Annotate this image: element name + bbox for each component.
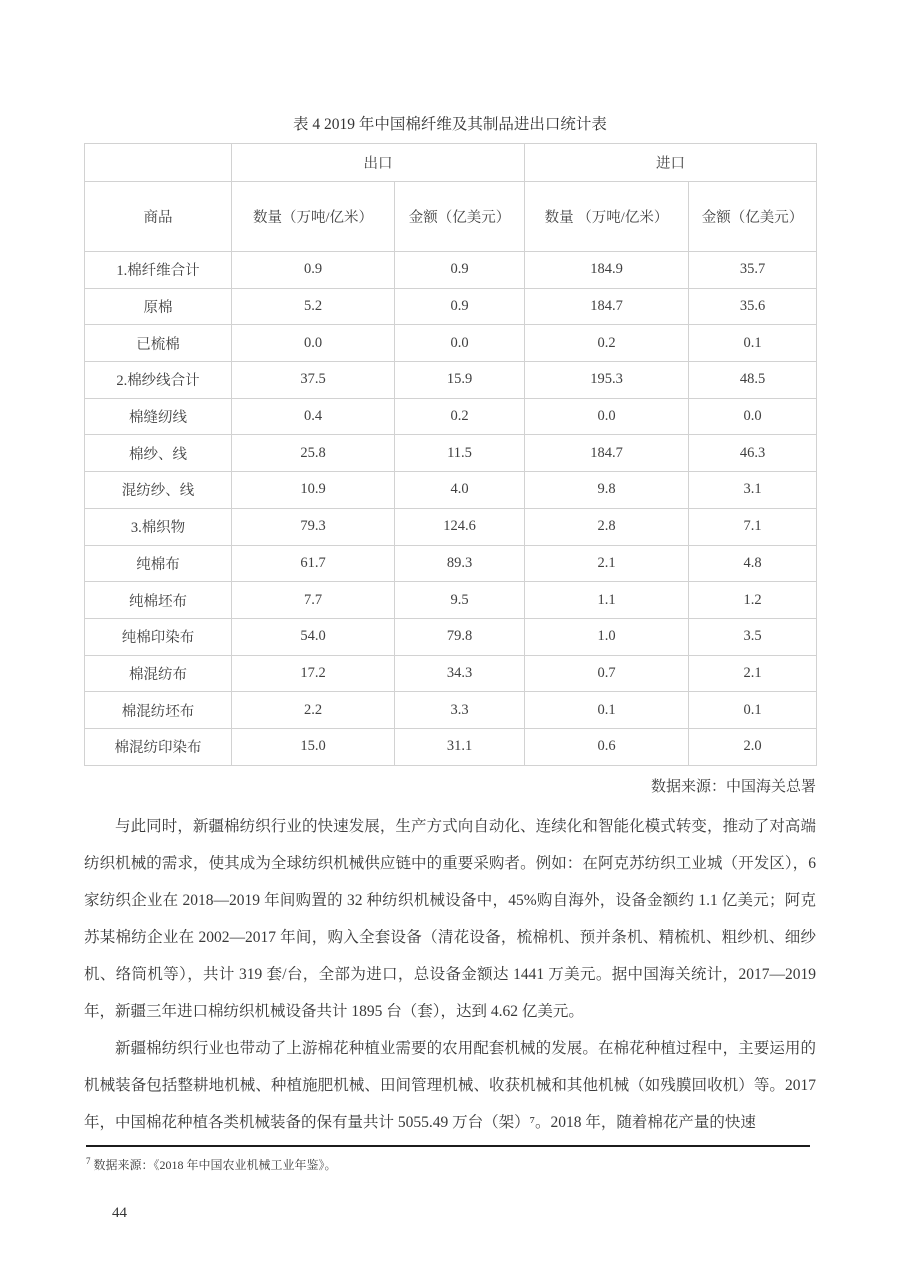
- export-amt-cell: 89.3: [395, 545, 525, 582]
- header-export-group: 出口: [232, 144, 525, 182]
- table-header-row: [85, 182, 817, 252]
- footnote: [86, 1156, 810, 1173]
- export-qty-cell: 37.5: [232, 362, 395, 399]
- header-import-group: 进口: [525, 144, 817, 182]
- import-qty-cell: 0.7: [525, 655, 689, 692]
- table-row: [85, 692, 817, 729]
- export-qty-cell: 0.4: [232, 398, 395, 435]
- export-qty-cell: 5.2: [232, 288, 395, 325]
- product-cell: 纯棉布: [85, 545, 232, 582]
- table-row: [85, 728, 817, 765]
- export-qty-cell: 10.9: [232, 472, 395, 509]
- export-qty-cell: 2.2: [232, 692, 395, 729]
- page-number: 44: [112, 1205, 127, 1221]
- product-cell: 2.棉纱线合计: [85, 362, 232, 399]
- product-cell: 纯棉印染布: [85, 618, 232, 655]
- product-cell: 1.棉纤维合计: [85, 252, 232, 289]
- import-qty-cell: 0.6: [525, 728, 689, 765]
- table-row: [85, 618, 817, 655]
- export-amt-cell: 0.9: [395, 252, 525, 289]
- import-amt-cell: 0.0: [689, 398, 817, 435]
- import-amt-cell: 4.8: [689, 545, 817, 582]
- header-export-qty: 数量（万吨/亿米）: [232, 182, 395, 252]
- product-cell: 棉纱、线: [85, 435, 232, 472]
- export-qty-cell: 0.9: [232, 252, 395, 289]
- export-qty-cell: 17.2: [232, 655, 395, 692]
- data-source-note: 数据来源：中国海关总署: [650, 778, 816, 795]
- header-import-amt: 金额（亿美元）: [689, 182, 817, 252]
- body-text: [84, 808, 816, 1141]
- table-row: [85, 252, 817, 289]
- import-amt-cell: 1.2: [689, 582, 817, 619]
- import-qty-cell: 1.0: [525, 618, 689, 655]
- import-qty-cell: 2.1: [525, 545, 689, 582]
- import-qty-cell: 195.3: [525, 362, 689, 399]
- export-amt-cell: 124.6: [395, 508, 525, 545]
- import-qty-cell: 1.1: [525, 582, 689, 619]
- table-row: [85, 582, 817, 619]
- import-qty-cell: 184.7: [525, 435, 689, 472]
- import-qty-cell: 184.9: [525, 252, 689, 289]
- export-amt-cell: 31.1: [395, 728, 525, 765]
- header-export-amt: 金额（亿美元）: [395, 182, 525, 252]
- product-cell: 棉混纺坯布: [85, 692, 232, 729]
- footnote-text: 数据来源：《2018 年中国农业机械工业年鉴》。: [93, 1157, 337, 1172]
- table-row: [85, 288, 817, 325]
- export-amt-cell: 9.5: [395, 582, 525, 619]
- export-qty-cell: 54.0: [232, 618, 395, 655]
- export-amt-cell: 0.0: [395, 325, 525, 362]
- export-amt-cell: 0.2: [395, 398, 525, 435]
- import-amt-cell: 46.3: [689, 435, 817, 472]
- table-row: [85, 435, 817, 472]
- product-cell: 棉混纺布: [85, 655, 232, 692]
- product-cell: 混纺纱、线: [85, 472, 232, 509]
- import-qty-cell: 0.0: [525, 398, 689, 435]
- import-amt-cell: 35.6: [689, 288, 817, 325]
- import-amt-cell: 48.5: [689, 362, 817, 399]
- import-amt-cell: 2.1: [689, 655, 817, 692]
- header-import-qty: 数量 （万吨/亿米）: [525, 182, 689, 252]
- header-empty-cell: [85, 144, 232, 182]
- product-cell: 原棉: [85, 288, 232, 325]
- export-amt-cell: 11.5: [395, 435, 525, 472]
- import-qty-cell: 0.2: [525, 325, 689, 362]
- table-row: [85, 655, 817, 692]
- import-amt-cell: 2.0: [689, 728, 817, 765]
- table-row: [85, 508, 817, 545]
- export-qty-cell: 0.0: [232, 325, 395, 362]
- table-row: [85, 362, 817, 399]
- import-export-table: [84, 143, 817, 766]
- import-amt-cell: 0.1: [689, 325, 817, 362]
- import-amt-cell: 3.5: [689, 618, 817, 655]
- product-cell: 已梳棉: [85, 325, 232, 362]
- table-row: [85, 398, 817, 435]
- product-cell: 纯棉坯布: [85, 582, 232, 619]
- product-cell: 棉混纺印染布: [85, 728, 232, 765]
- import-qty-cell: 2.8: [525, 508, 689, 545]
- table-header-group-row: [85, 144, 817, 182]
- product-cell: 棉缝纫线: [85, 398, 232, 435]
- import-amt-cell: 3.1: [689, 472, 817, 509]
- product-cell: 3.棉织物: [85, 508, 232, 545]
- export-qty-cell: 7.7: [232, 582, 395, 619]
- table-title: 表 4 2019 年中国棉纤维及其制品进出口统计表: [293, 116, 607, 133]
- paragraph-2: 新疆棉纺织行业也带动了上游棉花种植业需要的农用配套机械的发展。在棉花种植过程中，主要运用的机械装备包括整耕地机械、种植施肥机械、田间管理机械、收获机械和其他机械（如残膜回收机）等。2017 年，中国棉花种植各类机械装备的保有量共计 5055.49 万台（架）⁷。2018 年，随着棉花产量的快速: [84, 1039, 816, 1131]
- paragraph-1: 与此同时，新疆棉纺织行业的快速发展，生产方式向自动化、连续化和智能化模式转变，推动了对高端纺织机械的需求，使其成为全球纺织机械供应链中的重要采购者。例如：在阿克苏纺织工业城（开发区），6 家纺织企业在 2018—2019 年间购置的 32 种纺织机械设备中，45%购自海外，设备金额约 1.1 亿美元；阿克苏某棉纺企业在 2002—2017 年间，购入全套设备（清花设备，梳棉机、预并条机、精梳机、粗纱机、细纱机、络筒机等），共计 319 套/台，全部为进口，总设备金额达 1441 万美元。据中国海关统计，2017—2019 年，新疆三年进口棉纺织机械设备共计 1895 台（套），达到 4.62 亿美元。: [84, 817, 816, 1020]
- table-row: [85, 472, 817, 509]
- export-amt-cell: 15.9: [395, 362, 525, 399]
- table-row: [85, 325, 817, 362]
- import-qty-cell: 9.8: [525, 472, 689, 509]
- import-amt-cell: 0.1: [689, 692, 817, 729]
- export-amt-cell: 79.8: [395, 618, 525, 655]
- export-amt-cell: 3.3: [395, 692, 525, 729]
- header-product: 商品: [85, 182, 232, 252]
- footnote-separator: [86, 1145, 810, 1173]
- import-qty-cell: 0.1: [525, 692, 689, 729]
- export-qty-cell: 25.8: [232, 435, 395, 472]
- export-qty-cell: 79.3: [232, 508, 395, 545]
- table-row: [85, 545, 817, 582]
- import-qty-cell: 184.7: [525, 288, 689, 325]
- export-amt-cell: 4.0: [395, 472, 525, 509]
- export-amt-cell: 0.9: [395, 288, 525, 325]
- import-amt-cell: 35.7: [689, 252, 817, 289]
- export-qty-cell: 15.0: [232, 728, 395, 765]
- footnote-marker: 7: [86, 1155, 91, 1166]
- import-amt-cell: 7.1: [689, 508, 817, 545]
- export-amt-cell: 34.3: [395, 655, 525, 692]
- export-qty-cell: 61.7: [232, 545, 395, 582]
